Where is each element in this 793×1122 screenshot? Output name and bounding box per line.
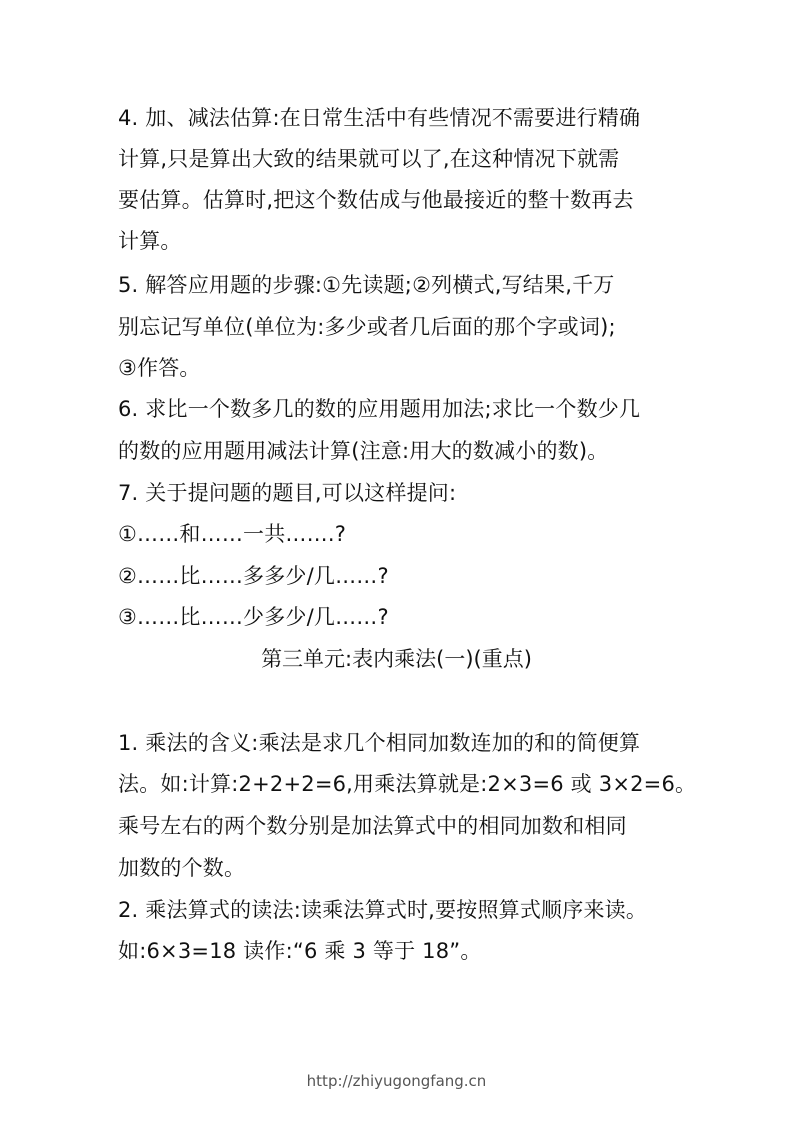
text-line: 1. 乘法的含义:乘法是求几个相同加数连加的和的简便算 — [118, 731, 641, 755]
text-line: 5. 解答应用题的步骤:①先读题;②列横式,写结果,千万 — [118, 273, 615, 297]
text-line: ③……比……少多少/几……? — [118, 605, 389, 629]
text-line: 4. 加、减法估算:在日常生活中有些情况不需要进行精确 — [118, 106, 641, 130]
text-line: 加数的个数。 — [118, 856, 246, 880]
text-line: 法。如:计算:2+2+2=6,用乘法算就是:2×3=6 或 3×2=6。 — [118, 772, 697, 796]
text-line: 要估算。估算时,把这个数估成与他最接近的整十数再去 — [118, 188, 634, 212]
text-line: 乘号左右的两个数分别是加法算式中的相同加数和相同 — [118, 814, 627, 838]
unit-heading: 第三单元:表内乘法(一)(重点) — [261, 647, 532, 671]
footer-url[interactable]: http://zhiyugongfang.cn — [306, 1072, 487, 1090]
text-line: 计算。 — [118, 229, 182, 253]
text-line: ①……和……一共…….? — [118, 522, 347, 546]
text-line: 7. 关于提问题的题目,可以这样提问: — [118, 481, 457, 505]
text-line: ②……比……多多少/几……? — [118, 564, 389, 588]
text-line: 别忘记写单位(单位为:多少或者几后面的那个字或词); — [118, 315, 616, 339]
text-line: 如:6×3=18 读作:“6 乘 3 等于 18”。 — [118, 939, 482, 963]
text-line: ③作答。 — [118, 356, 201, 380]
text-line: 6. 求比一个数多几的数的应用题用加法;求比一个数少几 — [118, 397, 641, 421]
text-line: 计算,只是算出大致的结果就可以了,在这种情况下就需 — [118, 147, 620, 171]
text-line: 的数的应用题用减法计算(注意:用大的数减小的数)。 — [118, 439, 609, 463]
text-line: 2. 乘法算式的读法:读乘法算式时,要按照算式顺序来读。 — [118, 898, 648, 922]
